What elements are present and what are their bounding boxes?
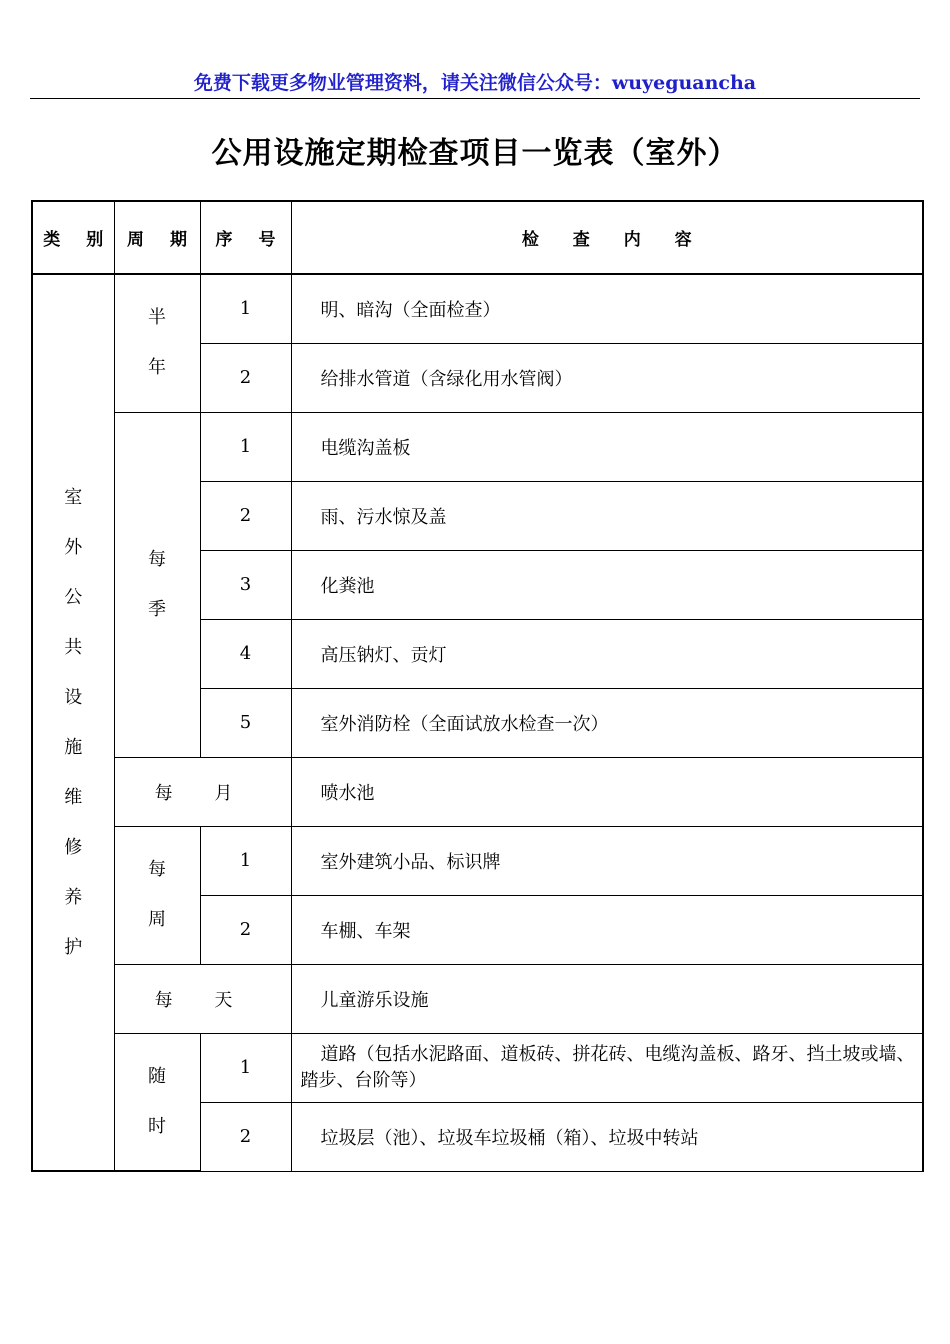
table-row: [32, 757, 923, 826]
seq-cell: 2: [200, 895, 291, 964]
period-daily: 每 天: [114, 964, 291, 1033]
content-cell: 室外消防栓（全面试放水检查一次）: [291, 688, 923, 757]
seq-cell: 5: [200, 688, 291, 757]
category-cell: 室 外 公 共 设 施 维 修 养 护: [32, 274, 114, 1171]
content-cell: 儿童游乐设施: [291, 964, 923, 1033]
content-cell: 明、暗沟（全面检查）: [291, 274, 923, 343]
period-quarterly: 每 季: [114, 412, 200, 757]
content-cell: 室外建筑小品、标识牌: [291, 826, 923, 895]
seq-cell: 1: [200, 412, 291, 481]
page-title: 公用设施定期检查项目一览表（室外）: [211, 136, 739, 171]
seq-cell: 1: [200, 1033, 291, 1102]
seq-cell: 3: [200, 550, 291, 619]
banner-divider: [30, 98, 920, 99]
content-cell: 高压钠灯、贡灯: [291, 619, 923, 688]
table-row: [32, 412, 923, 481]
table-header-row: [32, 201, 923, 274]
content-cell: 车棚、车架: [291, 895, 923, 964]
seq-cell: 2: [200, 1102, 291, 1171]
header-category: 类 别: [32, 201, 114, 274]
table-row: [32, 826, 923, 895]
content-cell: 化粪池: [291, 550, 923, 619]
content-cell: 电缆沟盖板: [291, 412, 923, 481]
table-row: [32, 964, 923, 1033]
table-row: [32, 1033, 923, 1102]
content-cell: 道路（包括水泥路面、道板砖、拼花砖、电缆沟盖板、路牙、挡土坡或墙、踏步、台阶等）: [291, 1033, 923, 1102]
inspection-table: [31, 200, 924, 1172]
period-monthly: 每 月: [114, 757, 291, 826]
period-half-year: 半 年: [114, 274, 200, 412]
seq-cell: 2: [200, 343, 291, 412]
content-cell: 给排水管道（含绿化用水管阀）: [291, 343, 923, 412]
period-anytime: 随 时: [114, 1033, 200, 1171]
seq-cell: 2: [200, 481, 291, 550]
table-row: [32, 274, 923, 343]
header-seq: 序 号: [200, 201, 291, 274]
content-cell: 雨、污水惊及盖: [291, 481, 923, 550]
content-cell: 喷水池: [291, 757, 923, 826]
content-cell: 垃圾层（池）、垃圾车垃圾桶（箱）、垃圾中转站: [291, 1102, 923, 1171]
seq-cell: 4: [200, 619, 291, 688]
seq-cell: 1: [200, 274, 291, 343]
header-period: 周 期: [114, 201, 200, 274]
period-weekly: 每 周: [114, 826, 200, 964]
download-banner: 免费下载更多物业管理资料，请关注微信公众号：wuyeguancha: [193, 72, 757, 94]
header-content: 检 查 内 容: [291, 201, 923, 274]
seq-cell: 1: [200, 826, 291, 895]
